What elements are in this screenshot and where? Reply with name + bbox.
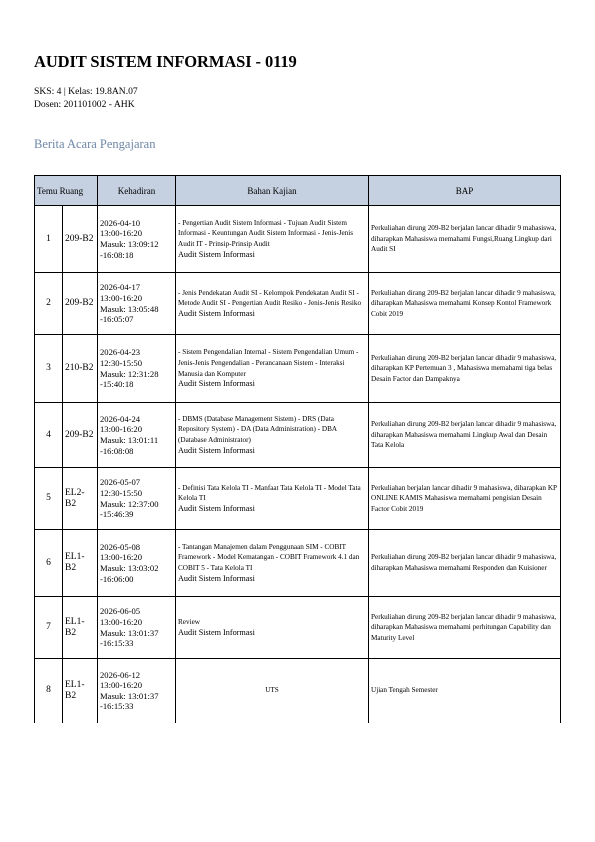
row-attendance: 2026-04-23 12:30-15:50 Masuk: 12:31:28 -15:40:18 xyxy=(98,335,176,403)
table-row xyxy=(35,206,561,273)
page-title: AUDIT SISTEM INFORMASI - 0119 xyxy=(34,52,297,71)
row-attendance: 2026-04-17 13:00-16:20 Masuk: 13:05:48 -16:05:07 xyxy=(98,273,176,335)
header-bahan: Bahan Kajian xyxy=(176,176,369,206)
row-room: EL1-B2 xyxy=(63,530,98,597)
header-temu-ruang xyxy=(35,176,98,206)
bap-table xyxy=(34,175,561,723)
table-row xyxy=(35,403,561,468)
section-title: Berita Acara Pengajaran xyxy=(34,137,156,151)
table-row xyxy=(35,335,561,403)
table-row xyxy=(35,659,561,723)
row-attendance: 2026-06-05 13:00-16:20 Masuk: 13:01:37 -16:15:33 xyxy=(98,597,176,659)
row-attendance: 2026-04-10 13:00-16:20 Masuk: 13:09:12 -16:08:18 xyxy=(98,206,176,273)
row-room: EL1-B2 xyxy=(63,597,98,659)
row-room: 209-B2 xyxy=(63,206,98,273)
row-attendance: 2026-04-24 13:00-16:20 Masuk: 13:01:11 -16:08:08 xyxy=(98,403,176,468)
row-bahan: Review Audit Sistem Informasi xyxy=(176,597,369,659)
table-row xyxy=(35,530,561,597)
row-number: 8 xyxy=(35,659,63,723)
dosen: Dosen: 201101002 - AHK xyxy=(34,98,135,110)
row-number: 6 xyxy=(35,530,63,597)
row-attendance: 2026-06-12 13:00-16:20 Masuk: 13:01:37 -16:15:33 xyxy=(98,659,176,723)
sks-kelas: SKS: 4 | Kelas: 19.8AN.07 xyxy=(34,86,138,97)
row-bap: Perkuliahan dirung 209-B2 berjalan lancar dihadir 9 mahasiswa, diharapkan Mahasiswa memahami Lingkup Awal dan Desain Tata Kelola xyxy=(369,403,561,468)
row-room: 210-B2 xyxy=(63,335,98,403)
row-number: 5 xyxy=(35,468,63,530)
row-bap: Perkuliahan dirung 209-B2 berjalan lancar dihadir 9 mahasiswa, diharapkan KP Pertemuan 3 , Mahasiswa memahami tiga belas Desain Factor dan Dampaknya xyxy=(369,335,561,403)
row-number: 1 xyxy=(35,206,63,273)
row-bap: Perkuliahan dirung 209-B2 berjalan lancar dihadir 9 mahasiswa, diharapkan Mahasiswa memahami Responden dan Kuisioner xyxy=(369,530,561,597)
row-bap: Perkuliahan dirung 209-B2 berjalan lancar dihadir 9 mahasiswa, diharapkan Mahasiswa memahami perhitungan Capability dan Maturity Level xyxy=(369,597,561,659)
header-kehadiran: Kehadiran xyxy=(98,176,176,206)
row-number: 3 xyxy=(35,335,63,403)
row-bap: Perkuliahan berjalan lancar dihadir 9 mahasiswa, diharapkan KP ONLINE KAMIS Mahasiswa memahami pengisian Desain Factor Cobit 2019 xyxy=(369,468,561,530)
row-bap: Perkuliahan dirung 209-B2 berjalan lancar dihadir 9 mahasiswa, diharapkan Mahasiswa memahami Fungsi,Ruang Lingkup dari Audit SI xyxy=(369,206,561,273)
header-temu: Temu xyxy=(37,185,58,196)
row-bahan: - Pengertian Audit Sistem Informasi - Tujuan Audit Sistem Informasi - Keuntungan Audit Sistem Informasi - Jenis-Jenis Audit IT - Prinsip-Prinsip Audit Audit Sistem Informasi xyxy=(176,206,369,273)
row-bap: Perkuliahan dirang 209-B2 berjalan lancar dihadir 9 mahasiswa, diharapkan Mahasiswa memahami Konsep Kontol Framework Cobit 2019 xyxy=(369,273,561,335)
row-number: 2 xyxy=(35,273,63,335)
row-bap: Ujian Tengah Semester xyxy=(369,659,561,723)
table-header-row xyxy=(35,176,561,206)
row-bahan: - DBMS (Database Management Sistem) - DRS (Data Repository System) - DA (Data Administration) - DBA (Database Administrator) Audit Sistem Informasi xyxy=(176,403,369,468)
header-bap: BAP xyxy=(369,176,561,206)
row-room: 209-B2 xyxy=(63,403,98,468)
header-ruang: Ruang xyxy=(59,185,84,196)
table-row xyxy=(35,597,561,659)
course-meta xyxy=(34,86,138,111)
row-bahan: UTS xyxy=(176,659,369,723)
row-attendance: 2026-05-08 13:00-16:20 Masuk: 13:03:02 -16:06:00 xyxy=(98,530,176,597)
table-row xyxy=(35,468,561,530)
row-room: EL2-B2 xyxy=(63,468,98,530)
row-room: EL1-B2 xyxy=(63,659,98,723)
row-bahan: - Tantangan Manajemen dalam Penggunaan SIM - COBIT Framework - Model Kematangan - COBIT Framework 4.1 dan COBIT 5 - Tata Kelola TI Audit Sistem Informasi xyxy=(176,530,369,597)
row-number: 7 xyxy=(35,597,63,659)
row-bahan: - Definisi Tata Kelola TI - Manfaat Tata Kelola TI - Model Tata Kelola TI Audit Sistem Informasi xyxy=(176,468,369,530)
table-row xyxy=(35,273,561,335)
row-bahan: - Jenis Pendekatan Audit SI - Kelompok Pendekatan Audit SI - Metode Audit SI - Pengertian Audit Resiko - Jenis-Jenis Resiko Audit Sistem Informasi xyxy=(176,273,369,335)
row-bahan: - Sistem Pengendalian Internal - Sistem Pengendalian Umum - Jenis-Jenis Pengendalian - Perancanaan Sistem - Interaksi Manusia dan Komputer Audit Sistem Informasi xyxy=(176,335,369,403)
row-room: 209-B2 xyxy=(63,273,98,335)
row-number: 4 xyxy=(35,403,63,468)
row-attendance: 2026-05-07 12:30-15:50 Masuk: 12:37:00 -15:46:39 xyxy=(98,468,176,530)
